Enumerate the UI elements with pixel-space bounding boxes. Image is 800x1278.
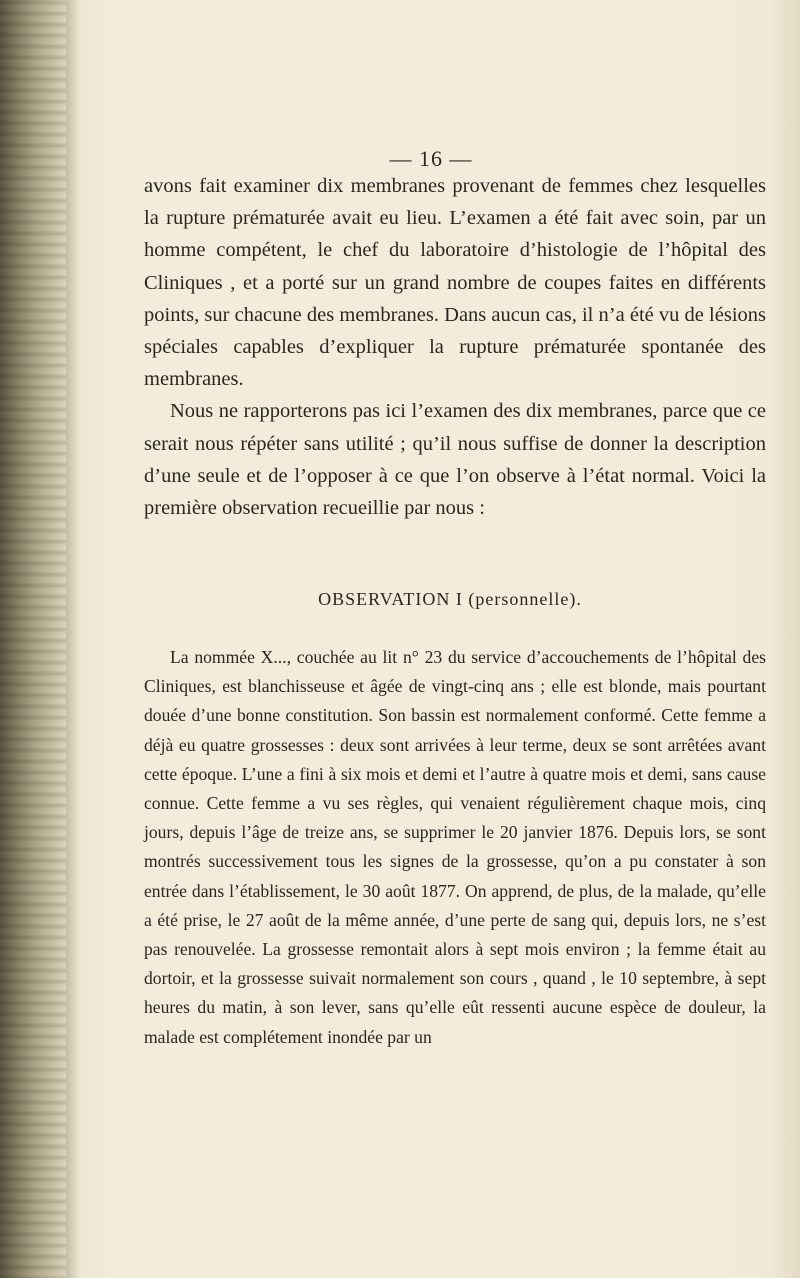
paragraph-2: Nous ne rapporterons pas ici l’examen des dix membranes, parce que ce serait nous répéter sans utilité ; qu’il nous suffise de donner la description d’une seule et de l’opposer à ce que l’on observe à l’état normal. Voici la première observation recueillie par nous : — [144, 400, 766, 520]
observation-text — [144, 643, 766, 1052]
observation-paragraph: La nommée X..., couchée au lit n° 23 du service d’accouchements de l’hôpital des Cliniques, est blanchisseuse et âgée de vingt-cinq ans ; elle est blonde, mais pourtant douée d’une bonne constitution. Son bassin est normalement conformé. Cette femme a déjà eu quatre grossesses : deux sont arrivées à leur terme, deux se sont arrêtées avant cette époque. L’une a fini à six mois et demi et l’autre à quatre mois et demi, sans cause connue. Cette femme a vu ses règles, qui venaient régulièrement chaque mois, cinq jours, depuis l’âge de treize ans, se supprimer le 20 janvier 1876. Depuis lors, se sont montrés successivement tous les signes de la grossesse, qu’on a pu constater à son entrée dans l’établissement, le 30 août 1877. On apprend, de plus, de la malade, qu’elle a été prise, le 27 août de la même année, d’une perte de sang qui, depuis lors, ne s’est pas renouvelée. La grossesse remontait alors à sept mois environ ; la femme était au dortoir, et la grossesse suivait normalement son cours , quand , le 10 septembre, à sept heures du matin, à son lever, sans qu’elle eût ressenti aucune espèce de douleur, la malade est complétement inondée par un — [144, 647, 766, 1047]
paragraph-1: avons fait examiner dix membranes provenant de femmes chez lesquelles la rupture prématurée avait eu lieu. L’examen a été fait avec soin, par un homme compétent, le chef du laboratoire d’histologie de l’hôpital des Cliniques , et a porté sur un grand nombre de coupes faites en différents points, sur chacune des membranes. Dans aucun cas, il n’a été vu de lésions spéciales capables d’expliquer la rupture prématurée spontanée des membranes. — [144, 175, 766, 391]
section-heading: OBSERVATION I (personnelle). — [318, 589, 582, 609]
book-binding — [0, 0, 66, 1278]
main-text — [144, 170, 766, 524]
gutter-shadow — [66, 0, 80, 1278]
page-number: — 16 — — [389, 146, 473, 171]
page-edge — [770, 0, 800, 1278]
